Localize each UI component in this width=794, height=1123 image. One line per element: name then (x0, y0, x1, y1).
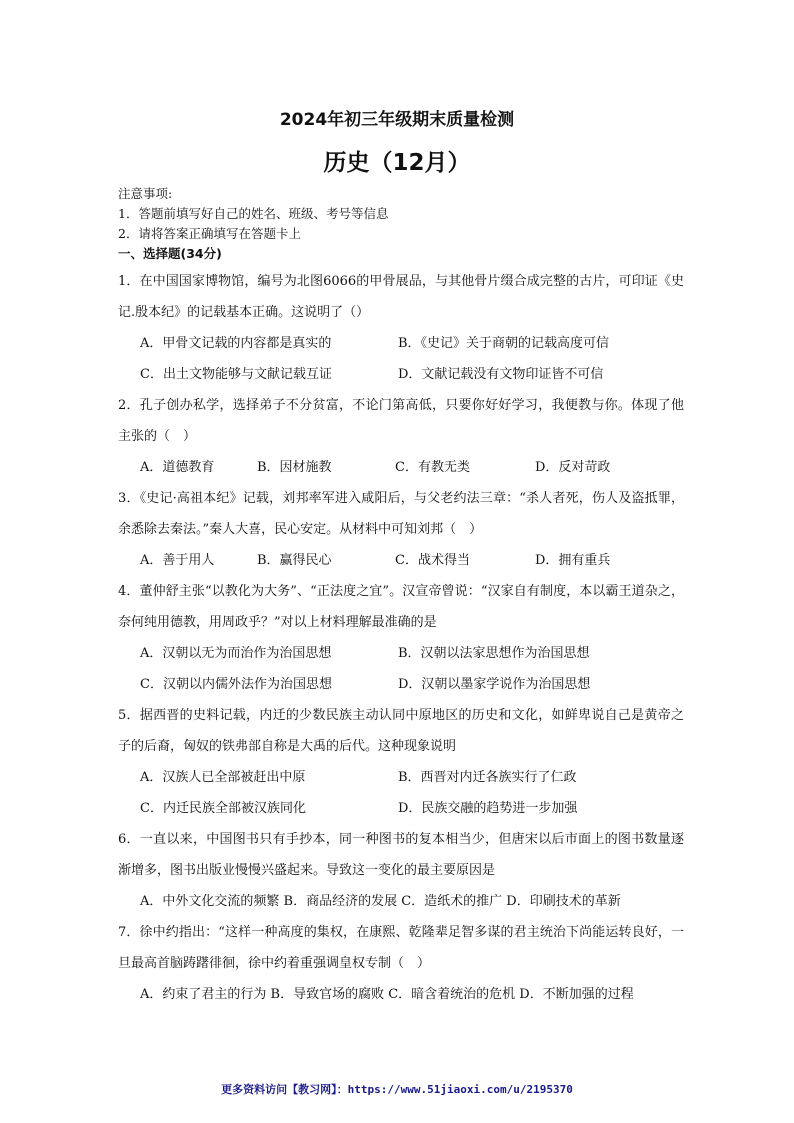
question-list (118, 266, 684, 1010)
question-3 (118, 483, 684, 576)
notice-block (118, 184, 388, 244)
answer-options (118, 545, 684, 576)
option-c: C．战术得当 (395, 553, 470, 568)
question-stem: 7．徐中约指出：“这样一种高度的集权，在康熙、乾隆辈足智多谋的君主统治下尚能运转良好，一旦最高首脑踌躇徘徊，徐中约着重强调皇权专制（ ） (118, 925, 684, 971)
option-line: A．中外文化交流的频繁 B．商品经济的发展 C．造纸术的推广 D．印刷技术的革新 (140, 894, 621, 909)
notice-item: 1．答题前填写好自己的姓名、班级、考号等信息 (118, 206, 389, 221)
question-stem: 5．据西晋的史料记载，内迁的少数民族主动认同中原地区的历史和文化，如鲜卑说自己是黄帝之子的后裔，匈奴的铁弗部自称是大禹的后代。这种现象说明 (118, 708, 684, 754)
question-5 (118, 700, 684, 824)
answer-options (118, 762, 684, 824)
option-b: B．赢得民心 (257, 553, 332, 568)
footer-link[interactable]: 更多资料访问【教习网】：https://www.51jiaoxi.com/u/2195370 (221, 1083, 573, 1096)
option-c: C．汉朝以内儒外法作为治国思想 (140, 677, 332, 692)
option-c: C．有教无类 (395, 460, 470, 475)
option-b: B．西晋对内迁各族实行了仁政 (398, 770, 577, 785)
question-7 (118, 917, 684, 1010)
question-stem: 2．孔子创办私学，选择弟子不分贫富，不论门第高低，只要你好好学习，我便教与你。体现了他主张的（ ） (118, 398, 684, 444)
answer-options (118, 979, 684, 1010)
option-a: A．汉朝以无为而治作为治国思想 (140, 646, 332, 661)
answer-options (118, 328, 684, 390)
option-d: D．文献记载没有文物印证皆不可信 (398, 367, 604, 382)
option-b: B．汉朝以法家思想作为治国思想 (398, 646, 590, 661)
answer-options (118, 452, 684, 483)
question-stem: 3．《史记·高祖本纪》记载，刘邦率军进入咸阳后，与父老约法三章：“杀人者死，伤人及盗抵罪，余悉除去秦法。”秦人大喜，民心安定。从材料中可知刘邦（ ） (118, 491, 684, 537)
notice-item: 2．请将答案正确填写在答题卡上 (118, 226, 301, 241)
subject-title: 历史（12月） (323, 150, 471, 176)
question-1 (118, 266, 684, 390)
answer-options (118, 638, 684, 700)
option-b: B．因材施教 (257, 460, 332, 475)
notice-heading: 注意事项: (118, 186, 173, 201)
option-a: A．甲骨文记载的内容都是真实的 (140, 336, 332, 351)
section-heading: 一、选择题(34分) (118, 246, 222, 261)
exam-title: 2024年初三年级期末质量检测 (279, 110, 515, 130)
option-a: A．道德教育 (140, 460, 215, 475)
question-2 (118, 390, 684, 483)
option-d: D．民族交融的趋势进一步加强 (398, 801, 578, 816)
option-a: A．汉族人已全部被赶出中原 (140, 770, 306, 785)
question-stem: 4．董仲舒主张“以教化为大务”、“正法度之宜”。汉宣帝曾说：“汉家自有制度，本以霸王道杂之，奈何纯用德教，用周政乎？”对以上材料理解最准确的是 (118, 584, 684, 630)
question-6 (118, 824, 684, 917)
answer-options (118, 886, 684, 917)
option-d: D．拥有重兵 (535, 553, 611, 568)
question-stem: 1．在中国国家博物馆，编号为北图6066的甲骨展品，与其他骨片缀合成完整的古片，可印证《史记.殷本纪》的记载基本正确。这说明了（） (118, 274, 684, 320)
question-stem: 6．一直以来，中国图书只有手抄本，同一种图书的复本相当少，但唐宋以后市面上的图书数量逐渐增多，图书出版业慢慢兴盛起来。导致这一变化的最主要原因是 (118, 832, 684, 878)
option-c: C．出土文物能够与文献记载互证 (140, 367, 332, 382)
option-b: B．《史记》关于商朝的记载高度可信 (398, 336, 610, 351)
option-line: A．约束了君主的行为 B．导致官场的腐败 C．暗含着统治的危机 D．不断加强的过程 (140, 987, 634, 1002)
option-d: D．汉朝以墨家学说作为治国思想 (398, 677, 591, 692)
question-4 (118, 576, 684, 700)
option-d: D．反对苛政 (535, 460, 611, 475)
option-c: C．内迁民族全部被汉族同化 (140, 801, 306, 816)
option-a: A．善于用人 (140, 553, 215, 568)
